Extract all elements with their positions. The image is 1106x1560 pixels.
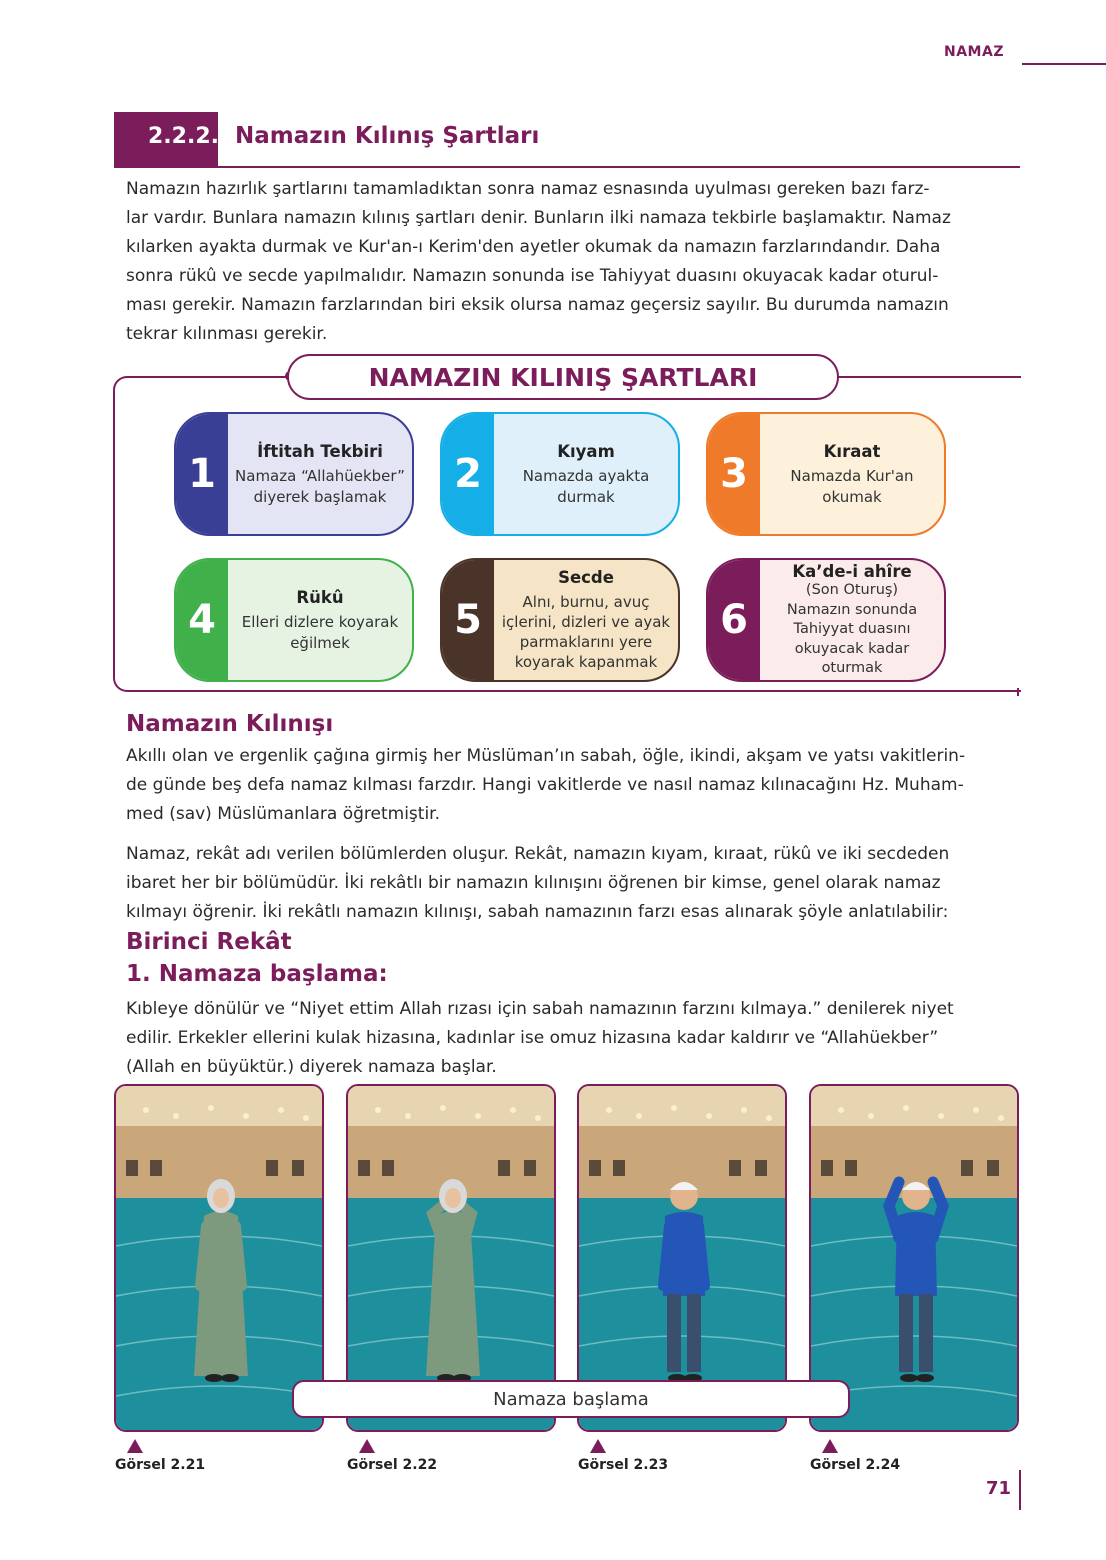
condition-body	[228, 560, 412, 680]
diagram-frame-tick	[1017, 688, 1019, 696]
condition-number: 3	[708, 414, 760, 534]
figure-marker-icon	[359, 1439, 375, 1453]
birinci-line: (Allah en büyüktür.) diyerek namaza başlar.	[126, 1057, 497, 1077]
photo-scene	[811, 1086, 1017, 1430]
figure-marker-icon	[822, 1439, 838, 1453]
running-title: NAMAZ	[944, 44, 1004, 60]
condition-card	[440, 558, 680, 682]
photo-scene	[348, 1086, 554, 1430]
photo-caption: Namaza başlama	[292, 1380, 850, 1418]
birinci-line: edilir. Erkekler ellerini kulak hizasına, kadınlar ise omuz hizasına kadar kaldırır ve “Allahüekber”	[126, 1028, 939, 1048]
kilinisi-line: ibaret her bir bölümüdür. İki rekâtlı bir namazın kılınışını öğrenen bir kimse, genel olarak namaz	[126, 873, 941, 893]
intro-line: tekrar kılınması gerekir.	[126, 324, 328, 344]
birinci-paragraph	[126, 995, 1021, 1082]
condition-body	[760, 560, 944, 680]
kilinisi-paragraph-2	[126, 840, 1021, 927]
condition-description-line: okumak	[822, 487, 882, 506]
condition-card	[174, 558, 414, 682]
condition-description-line: parmaklarını yere	[519, 633, 653, 651]
condition-body	[494, 560, 678, 680]
intro-line: ması gerekir. Namazın farzlarından biri eksik olursa namaz geçersiz sayılır. Bu durumda namazın	[126, 295, 949, 315]
intro-line: kılarken ayakta durmak ve Kur'an-ı Kerim'den ayetler okumak da namazın farzlarındandır. Daha	[126, 237, 941, 257]
kilinisi-line: de günde beş defa namaz kılması farzdır. Hangi vakitlerde ve nasıl namaz kılınacağını Hz. Muham-	[126, 775, 964, 795]
condition-description-line: eğilmek	[290, 633, 350, 652]
prayer-photo	[114, 1084, 324, 1432]
condition-body	[760, 414, 944, 534]
kilinisi-line: Akıllı olan ve ergenlik çağına girmiş her Müslüman’ın sabah, öğle, ikindi, akşam ve yatsı vakitlerin-	[126, 746, 966, 766]
page-number: 71	[986, 1478, 1012, 1499]
birinci-line: Kıbleye dönülür ve “Niyet ettim Allah rızası için sabah namazının farzını kılmaya.” denilerek niyet	[126, 999, 954, 1019]
condition-description-line: Namazın sonunda	[786, 601, 918, 618]
condition-title: Rükû	[296, 587, 344, 607]
condition-description-line: durmak	[557, 487, 615, 506]
condition-number: 6	[708, 560, 760, 680]
condition-description-line: Namaza “Allahüekber”	[235, 466, 405, 485]
intro-paragraph	[126, 175, 1021, 349]
photo-scene	[116, 1086, 322, 1430]
condition-number: 4	[176, 560, 228, 680]
intro-line: Namazın hazırlık şartlarını tamamladıktan sonra namaz esnasında uyulması gereken bazı farz-	[126, 179, 930, 199]
intro-line: sonra rükû ve secde yapılmalıdır. Namazın sonunda ise Tahiyyat duasını okuyacak kadar oturul-	[126, 266, 939, 286]
condition-description-line: içlerini, dizleri ve ayak	[501, 613, 671, 631]
photo-scene	[579, 1086, 785, 1430]
condition-description-line: Namazda ayakta	[522, 466, 650, 485]
condition-title: Ka’de-i ahîre	[792, 561, 912, 581]
condition-title: İftitah Tekbiri	[257, 441, 383, 461]
condition-number: 2	[442, 414, 494, 534]
section-rule	[218, 166, 1020, 168]
running-title-rule	[1022, 63, 1106, 65]
condition-title: Kıraat	[823, 441, 881, 461]
kilinisi-line: Namaz, rekât adı verilen bölümlerden oluşur. Rekât, namazın kıyam, kıraat, rükû ve iki secdeden	[126, 844, 950, 864]
condition-body	[228, 414, 412, 534]
figure-label: Görsel 2.23	[578, 1457, 669, 1473]
condition-description-line: Alnı, burnu, avuç	[522, 593, 650, 611]
diagram-title: NAMAZIN KILINIŞ ŞARTLARI	[287, 354, 839, 400]
section-title: Namazın Kılınış Şartları	[235, 123, 540, 149]
kilinisi-paragraph-1	[126, 742, 1021, 829]
condition-title: Kıyam	[557, 441, 615, 461]
condition-number: 5	[442, 560, 494, 680]
section-number: 2.2.2.	[148, 124, 219, 149]
condition-description-line: Elleri dizlere koyarak	[241, 612, 399, 631]
figure-marker-icon	[590, 1439, 606, 1453]
figure-label: Görsel 2.24	[810, 1457, 901, 1473]
kilinisi-heading: Namazın Kılınışı	[126, 711, 334, 737]
figure-label: Görsel 2.22	[347, 1457, 438, 1473]
intro-line: lar vardır. Bunlara namazın kılınış şartları denir. Bunların ilki namaza tekbirle başlamaktır. Namaz	[126, 208, 951, 228]
condition-card	[440, 412, 680, 536]
condition-description-line: Tahiyyat duasını	[793, 621, 911, 637]
birinci-rekat-heading: Birinci Rekât	[126, 929, 292, 955]
page-number-rule	[1019, 1470, 1021, 1510]
condition-description-line: diyerek başlamak	[253, 487, 387, 506]
step-heading: 1. Namaza başlama:	[126, 961, 388, 987]
condition-card	[706, 412, 946, 536]
condition-description-line: Namazda Kur'an	[790, 466, 914, 485]
figure-marker-icon	[127, 1439, 143, 1453]
condition-description-line: koyarak kapanmak	[514, 653, 658, 671]
condition-card	[706, 558, 946, 682]
condition-title: Secde	[558, 568, 614, 587]
condition-description-line: okuyacak kadar	[794, 640, 910, 657]
condition-description-line: oturmak	[821, 660, 883, 676]
condition-body	[494, 414, 678, 534]
kilinisi-line: med (sav) Müslümanlara öğretmiştir.	[126, 804, 441, 824]
figure-label: Görsel 2.21	[115, 1457, 206, 1473]
condition-number: 1	[176, 414, 228, 534]
kilinisi-line: kılmayı öğrenir. İki rekâtlı namazın kılınışı, sabah namazının farzı esas alınarak şöyle anlatılabilir:	[126, 902, 949, 922]
condition-description-line: (Son Oturuş)	[805, 582, 899, 598]
condition-card	[174, 412, 414, 536]
